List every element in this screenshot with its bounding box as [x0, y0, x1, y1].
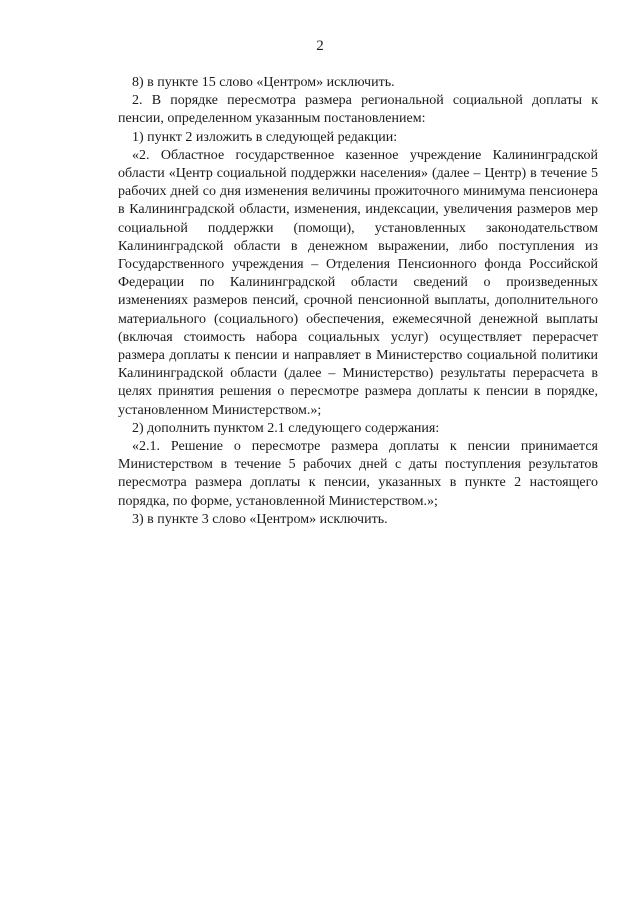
paragraph-subitem-1: 1) пункт 2 изложить в следующей редакции: [132, 129, 398, 145]
paragraph-subitem-3: 3) в пункте 3 слово «Центром» исключить. [132, 511, 388, 527]
paragraph-point-2-1-text: «2.1. Решение о пересмотре размера доплаты к пенсии принимается Министерством в течение 5 рабочих дней с даты поступления результатов пересмотра размера доплаты к пенсии, указанных в пункте 2 настоящего порядка, по форме, установленной Министерством.»; [118, 439, 598, 509]
page-number: 2 [316, 38, 324, 54]
paragraph-section-2: 2. В порядке пересмотра размера региональной социальной доплаты к пенсии, определенном указанным постановлением: [118, 93, 598, 127]
document-body [118, 74, 598, 529]
paragraph-item-8: 8) в пункте 15 слово «Центром» исключить. [132, 75, 395, 90]
paragraph-point-2-text: «2. Областное государственное казенное учреждение Калининградской области «Центр социальной поддержки населения» (далее – Центр) в течение 5 рабочих дней со дня изменения величины прожиточного минимума пенсионера в Калининградской области, изменения, индексации, увеличения размеров мер социальной поддержки (помощи), установленных законодательством Калининградской области в денежном выражении, либо поступления из Государственного учреждения – Отделения Пенсионного фонда Российской Федерации по Калининградской области сведений о произведенных изменениях размеров пенсий, срочной пенсионной выплаты, дополнительного материального (социального) обеспечения, ежемесячной денежной выплаты (включая стоимость набора социальных услуг) осуществляет перерасчет размера доплаты к пенсии и направляет в Министерство социальной политики Калининградской области (далее – Министерство) результаты перерасчета в целях принятия решения о пересмотре размера доплаты к пенсии в порядке, установленном Министерством.»; [118, 147, 598, 418]
paragraph-subitem-2: 2) дополнить пунктом 2.1 следующего содержания: [132, 420, 440, 436]
